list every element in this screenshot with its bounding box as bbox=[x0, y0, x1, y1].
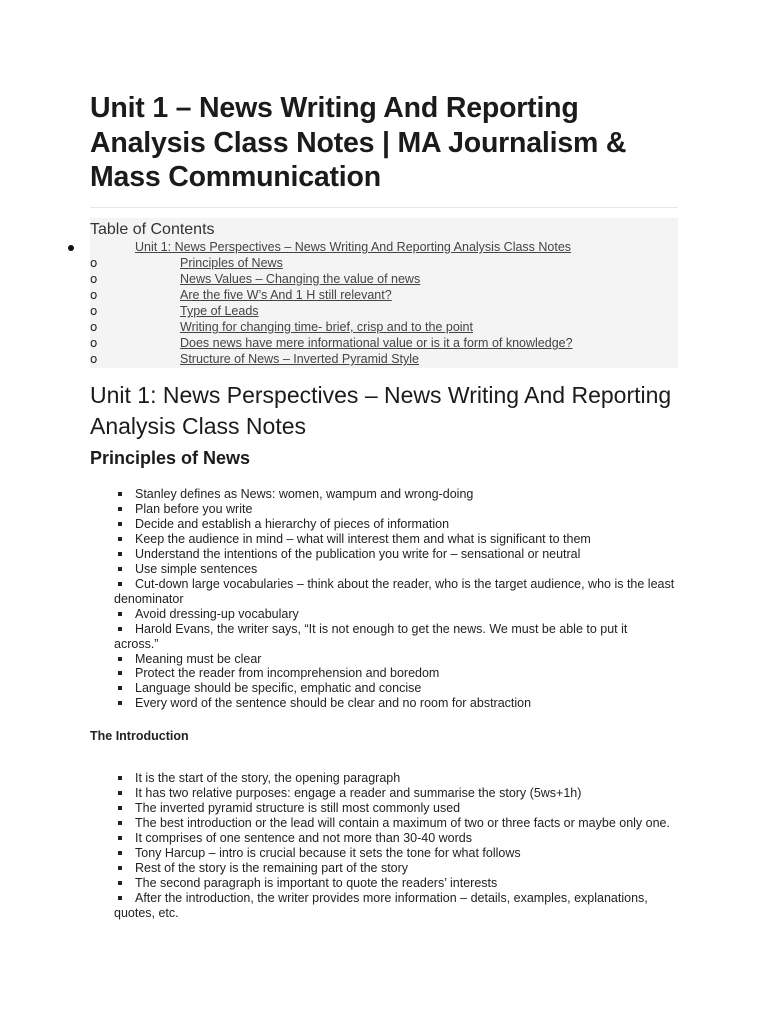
square-bullet-icon bbox=[118, 522, 122, 526]
square-bullet-icon bbox=[118, 582, 122, 586]
square-bullet-icon bbox=[118, 567, 122, 571]
square-bullet-icon bbox=[118, 806, 122, 810]
toc-sub-bullet-icon: o bbox=[90, 320, 98, 334]
list-item: The inverted pyramid structure is still most commonly used bbox=[135, 801, 461, 815]
page-title: Unit 1 – News Writing And Reporting Analysis Class Notes | MA Journalism & Mass Communication bbox=[90, 92, 627, 193]
list-item: It is the start of the story, the opening paragraph bbox=[135, 771, 401, 785]
list-item: Stanley defines as News: women, wampum and wrong-doing bbox=[135, 487, 474, 501]
list-item: Use simple sentences bbox=[135, 562, 258, 576]
list-item: Protect the reader from incomprehension and boredom bbox=[135, 666, 440, 680]
list-item: Every word of the sentence should be clear and no room for abstraction bbox=[135, 696, 532, 710]
square-bullet-icon bbox=[118, 821, 122, 825]
list-item: Keep the audience in mind – what will interest them and what is significant to them bbox=[135, 532, 591, 546]
list-item: The best introduction or the lead will contain a maximum of two or three facts or maybe only one. bbox=[135, 816, 670, 830]
list-item: Tony Harcup – intro is crucial because it sets the tone for what follows bbox=[135, 846, 521, 860]
square-bullet-icon bbox=[118, 701, 122, 705]
square-bullet-icon bbox=[118, 537, 122, 541]
section-title: Unit 1: News Perspectives – News Writing And Reporting Analysis Class Notes bbox=[90, 382, 672, 439]
toc-sub-bullet-icon: o bbox=[90, 256, 98, 270]
toc-link[interactable]: Writing for changing time- brief, crisp and to the point bbox=[180, 320, 473, 334]
toc-item[interactable] bbox=[180, 352, 419, 367]
square-bullet-icon bbox=[118, 507, 122, 511]
toc-link[interactable]: Are the five W’s And 1 H still relevant? bbox=[180, 288, 392, 302]
list-item: Cut-down large vocabularies – think about the reader, who is the target audience, who is the least bbox=[135, 577, 675, 591]
list-item: After the introduction, the writer provides more information – details, examples, explanations, bbox=[135, 891, 648, 905]
title-divider bbox=[90, 207, 678, 208]
list-item: Avoid dressing-up vocabulary bbox=[135, 607, 299, 621]
list-item-continuation: across.” bbox=[114, 637, 159, 651]
square-bullet-icon bbox=[118, 552, 122, 556]
toc-item[interactable] bbox=[180, 336, 573, 351]
toc-item[interactable] bbox=[180, 304, 259, 319]
list-item-continuation: quotes, etc. bbox=[114, 906, 179, 920]
square-bullet-icon bbox=[118, 866, 122, 870]
toc-sub-bullet-icon: o bbox=[90, 288, 98, 302]
toc-link[interactable]: Principles of News bbox=[180, 256, 283, 270]
list-item: Understand the intentions of the publication you write for – sensational or neutral bbox=[135, 547, 581, 561]
toc-bullet-icon bbox=[68, 245, 74, 251]
introduction-heading: The Introduction bbox=[90, 729, 189, 743]
list-item-continuation: denominator bbox=[114, 592, 184, 606]
toc-sub-bullet-icon: o bbox=[90, 304, 98, 318]
toc-sub-bullet-icon: o bbox=[90, 272, 98, 286]
square-bullet-icon bbox=[118, 657, 122, 661]
list-item: Meaning must be clear bbox=[135, 652, 262, 666]
square-bullet-icon bbox=[118, 851, 122, 855]
square-bullet-icon bbox=[118, 791, 122, 795]
square-bullet-icon bbox=[118, 881, 122, 885]
list-item: Language should be specific, emphatic and concise bbox=[135, 681, 422, 695]
toc-link[interactable]: Does news have mere informational value or is it a form of knowledge? bbox=[180, 336, 573, 350]
toc-item[interactable] bbox=[180, 272, 420, 287]
list-item: Plan before you write bbox=[135, 502, 253, 516]
square-bullet-icon bbox=[118, 492, 122, 496]
list-item: It comprises of one sentence and not more than 30-40 words bbox=[135, 831, 472, 845]
toc-item[interactable] bbox=[180, 288, 392, 303]
square-bullet-icon bbox=[118, 627, 122, 631]
square-bullet-icon bbox=[118, 686, 122, 690]
toc-link[interactable]: Type of Leads bbox=[180, 304, 259, 318]
list-item: Harold Evans, the writer says, “It is not enough to get the news. We must be able to put it bbox=[135, 622, 628, 636]
square-bullet-icon bbox=[118, 612, 122, 616]
toc-sub-bullet-icon: o bbox=[90, 352, 98, 366]
square-bullet-icon bbox=[118, 896, 122, 900]
square-bullet-icon bbox=[118, 671, 122, 675]
square-bullet-icon bbox=[118, 776, 122, 780]
toc-item[interactable] bbox=[180, 320, 473, 335]
toc-link[interactable]: Structure of News – Inverted Pyramid Style bbox=[180, 352, 419, 366]
list-item: The second paragraph is important to quote the readers’ interests bbox=[135, 876, 498, 890]
toc-link[interactable]: News Values – Changing the value of news bbox=[180, 272, 421, 286]
toc-main-item[interactable] bbox=[135, 240, 571, 255]
toc-item[interactable] bbox=[180, 256, 283, 271]
toc-heading: Table of Contents bbox=[90, 221, 215, 238]
square-bullet-icon bbox=[118, 836, 122, 840]
list-item: Decide and establish a hierarchy of pieces of information bbox=[135, 517, 450, 531]
principles-heading: Principles of News bbox=[90, 448, 251, 468]
toc-sub-bullet-icon: o bbox=[90, 336, 98, 350]
toc-main-link[interactable]: Unit 1: News Perspectives – News Writing And Reporting Analysis Class Notes bbox=[135, 240, 572, 254]
list-item: It has two relative purposes: engage a reader and summarise the story (5ws+1h) bbox=[135, 786, 582, 800]
list-item: Rest of the story is the remaining part of the story bbox=[135, 861, 409, 875]
